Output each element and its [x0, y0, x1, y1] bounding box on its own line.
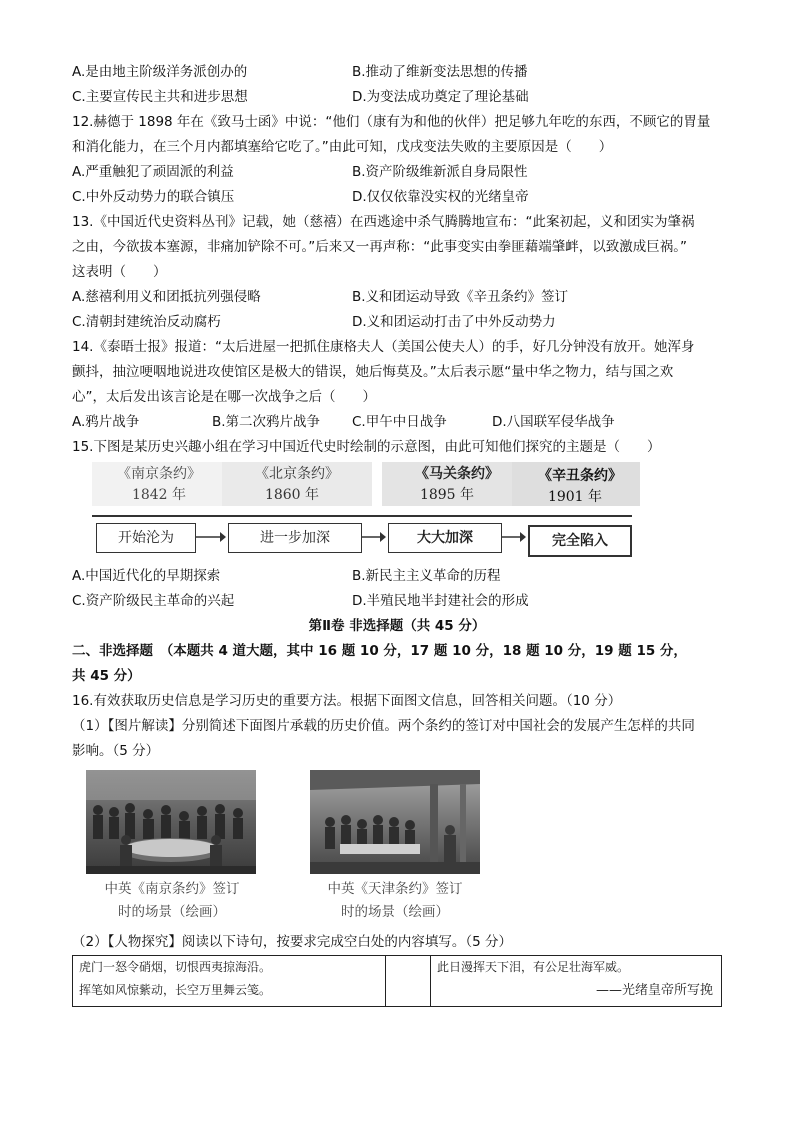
- section2-title: 第Ⅱ卷 非选择题（共 45 分）: [308, 618, 486, 634]
- poem-left-cell: [79, 956, 379, 1006]
- poem-table: [72, 955, 722, 1007]
- q14-option-a: A.鸦片战争: [72, 414, 140, 430]
- poem-left-line2: 挥笔如风惊紫动，长空万里舞云笺。: [79, 983, 272, 997]
- q13-stem-line1: 13.《中国近代史资料丛刊》记载，她（慈禧）在西逃途中杀气腾腾地宣布：“此案初起，义和团实为肇祸: [72, 214, 695, 230]
- timeline-stage-4: 完全陷入: [528, 525, 632, 557]
- timeline-axis-line: [92, 515, 632, 517]
- nanjing-caption-line1: 中英《南京条约》签订: [104, 881, 240, 897]
- nanjing-treaty-painting: [86, 770, 256, 874]
- poem-right-line1: 此日漫挥天下泪，有公足壮海军威。: [437, 960, 630, 974]
- q15-timeline-diagram: [92, 462, 640, 562]
- q14-option-c: C.甲午中日战争: [352, 414, 447, 430]
- q14-option-d: D.八国联军侵华战争: [492, 414, 615, 430]
- timeline-year-3: 1895 年: [419, 487, 475, 503]
- q11-option-b: B.推动了维新变法思想的传播: [352, 64, 528, 80]
- poem-left-line1: 虎门一怒令硝烟，切恨西夷掠海沿。: [79, 960, 272, 974]
- nanjing-caption-line2: 时的场景（绘画）: [118, 904, 226, 920]
- section2-heading-line1: 二、非选择题 （本题共 4 道大题，其中 16 题 10 分，17 题 10 分，18 题 10 分，19 题 15 分，: [72, 643, 687, 659]
- poem-right-cell: [437, 956, 717, 1006]
- q15-stem-line1: 15.下图是某历史兴趣小组在学习中国近代史时绘制的示意图，由此可知他们探究的主题是（ ）: [72, 439, 661, 455]
- q12-option-a: A.严重触犯了顽固派的利益: [72, 164, 234, 180]
- q12-option-c: C.中外反动势力的联合镇压: [72, 189, 235, 205]
- timeline-arrow-3: [502, 530, 526, 544]
- q13-stem-line3: 这表明（ ）: [72, 264, 167, 280]
- q11-option-a: A.是由地主阶级洋务派创办的: [72, 64, 248, 80]
- q12-stem-line2: 和消化能力，在三个月内都填塞给它吃了。”由此可知，戊戌变法失败的主要原因是（ ）: [72, 139, 613, 155]
- q16-part1-line1: （1）【图片解读】分别简述下面图片承载的历史价值。两个条约的签订对中国社会的发展产生怎样的共同: [72, 718, 695, 734]
- timeline-stage-3: 大大加深: [388, 523, 502, 553]
- q14-option-b: B.第二次鸦片战争: [212, 414, 321, 430]
- tianjin-caption-line2: 时的场景（绘画）: [341, 904, 449, 920]
- section2-heading-line2: 共 45 分）: [72, 668, 141, 684]
- q16-intro: 16.有效获取历史信息是学习历史的重要方法。根据下面图文信息，回答相关问题。（10 分）: [72, 693, 622, 709]
- poem-divider-2: [430, 956, 431, 1006]
- q13-option-a: A.慈禧利用义和团抵抗列强侵略: [72, 289, 261, 305]
- timeline-year-2: 1860 年: [264, 487, 320, 503]
- tianjin-caption-line1: 中英《天津条约》签订: [327, 881, 463, 897]
- q12-stem-line1: 12.赫德于 1898 年在《致马士函》中说：“他们（康有为和他的伙伴）把足够九年吃的东西，不顾它的胃量: [72, 114, 711, 130]
- q13-option-c: C.清朝封建统治反动腐朽: [72, 314, 221, 330]
- q15-option-c: C.资产阶级民主革命的兴起: [72, 593, 235, 609]
- timeline-treaty-2: 《北京条约》: [255, 466, 339, 482]
- q13-option-d: D.义和团运动打击了中外反动势力: [352, 314, 556, 330]
- q15-option-b: B.新民主主义革命的历程: [352, 568, 501, 584]
- timeline-year-4: 1901 年: [547, 489, 603, 505]
- q16-part2: （2）【人物探究】阅读以下诗句，按要求完成空白处的内容填写。（5 分）: [72, 934, 512, 950]
- q12-option-d: D.仅仅依靠没实权的光绪皇帝: [352, 189, 529, 205]
- timeline-treaty-1: 《南京条约》: [117, 466, 201, 482]
- tianjin-treaty-painting: [310, 770, 480, 874]
- timeline-treaty-4: 《辛丑条约》: [538, 468, 622, 484]
- timeline-treaty-3: 《马关条约》: [415, 466, 499, 482]
- q15-option-a: A.中国近代化的早期探索: [72, 568, 221, 584]
- timeline-stage-2: 进一步加深: [228, 523, 362, 553]
- q14-stem-line2: 颤抖，抽泣哽咽地说进攻使馆区是极大的错误，她后悔莫及。”太后表示愿“量中华之物力，结与国之欢: [72, 364, 674, 380]
- q14-stem-line1: 14.《泰晤士报》报道：“太后进屋一把抓住康格夫人（美国公使夫人）的手，好几分钟没有放开。她浑身: [72, 339, 695, 355]
- poem-blank-cell[interactable]: [386, 956, 430, 1006]
- timeline-arrow-2: [362, 530, 386, 544]
- q12-option-b: B.资产阶级维新派自身局限性: [352, 164, 528, 180]
- timeline-stage-1: 开始沦为: [96, 523, 196, 553]
- q11-option-c: C.主要宣传民主共和进步思想: [72, 89, 248, 105]
- q13-stem-line2: 之由，今欲拔本塞源，非痛加铲除不可。”后来又一再声称：“此事变实由拳匪藉端肇衅，以致激成巨祸。”: [72, 239, 687, 255]
- timeline-arrow-1: [196, 530, 226, 544]
- q13-option-b: B.义和团运动导致《辛丑条约》签订: [352, 289, 569, 305]
- q15-option-d: D.半殖民地半封建社会的形成: [352, 593, 529, 609]
- q11-option-d: D.为变法成功奠定了理论基础: [352, 89, 529, 105]
- q16-part1-line2: 影响。（5 分）: [72, 743, 160, 759]
- timeline-year-1: 1842 年: [131, 487, 187, 503]
- q14-stem-line3: 心”，太后发出该言论是在哪一次战争之后（ ）: [72, 389, 376, 405]
- poem-right-line2: ——光绪皇帝所写挽: [595, 983, 713, 998]
